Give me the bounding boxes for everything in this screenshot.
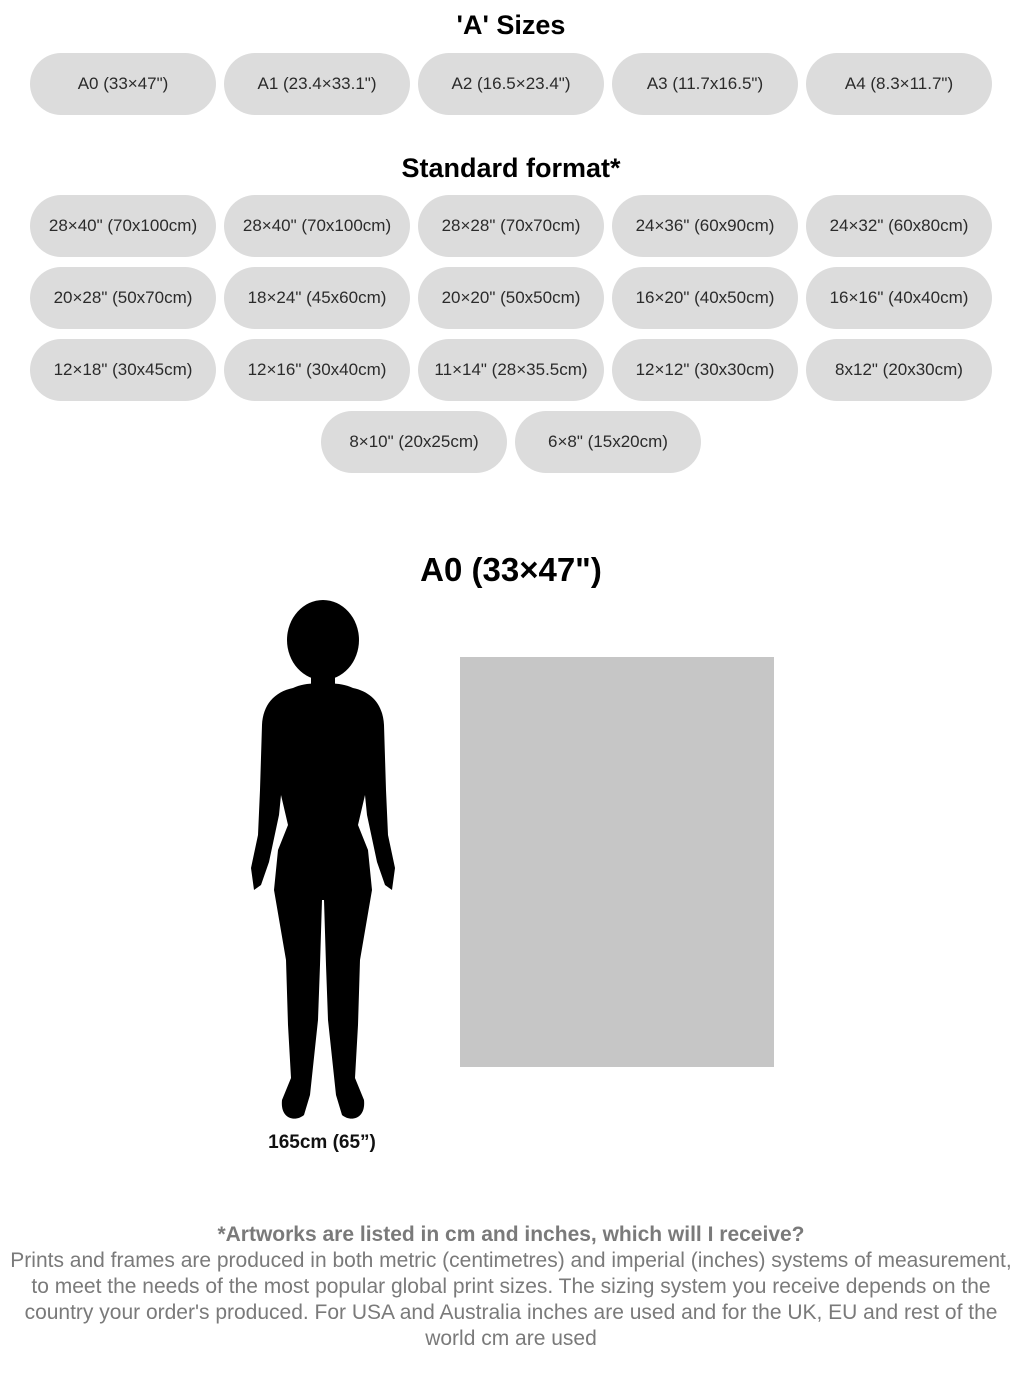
a-sizes-row <box>0 53 1022 115</box>
size-option-a2[interactable]: A2 (16.5×23.4") <box>418 53 604 115</box>
size-option[interactable]: 16×16" (40x40cm) <box>806 267 992 329</box>
sizing-footnote <box>0 1222 1022 1352</box>
size-option[interactable]: 20×28" (50x70cm) <box>30 267 216 329</box>
size-option[interactable]: 20×20" (50x50cm) <box>418 267 604 329</box>
size-option[interactable]: 11×14" (28×35.5cm) <box>418 339 604 401</box>
size-option[interactable]: 24×32" (60x80cm) <box>806 195 992 257</box>
size-option[interactable]: 8×10" (20x25cm) <box>321 411 507 473</box>
size-option-a0[interactable]: A0 (33×47") <box>30 53 216 115</box>
size-option[interactable]: 6×8" (15x20cm) <box>515 411 701 473</box>
standard-sizes-row <box>0 195 1022 257</box>
figure-height-label: 165cm (65”) <box>268 1132 376 1153</box>
a-sizes-heading: 'A' Sizes <box>456 10 566 40</box>
footnote-body: Prints and frames are produced in both metric (centimetres) and imperial (inches) systems of measurement, to meet the needs of the most popular global print sizes. The sizing system you receive depends on the country your order's produced. For USA and Australia inches are used and for the UK, EU and rest of the world cm are used <box>10 1249 1012 1350</box>
size-option[interactable]: 18×24" (45x60cm) <box>224 267 410 329</box>
standard-sizes-row <box>0 411 1022 473</box>
person-silhouette-icon <box>240 600 410 1125</box>
size-option-a3[interactable]: A3 (11.7x16.5") <box>612 53 798 115</box>
size-option-a4[interactable]: A4 (8.3×11.7") <box>806 53 992 115</box>
size-option-a1[interactable]: A1 (23.4×33.1") <box>224 53 410 115</box>
footnote-question: *Artworks are listed in cm and inches, which will I receive? <box>217 1223 805 1246</box>
size-option[interactable]: 28×28" (70x70cm) <box>418 195 604 257</box>
size-option[interactable]: 12×16" (30x40cm) <box>224 339 410 401</box>
size-option[interactable]: 8x12" (20x30cm) <box>806 339 992 401</box>
standard-format-heading: Standard format* <box>401 153 621 183</box>
size-option[interactable]: 16×20" (40x50cm) <box>612 267 798 329</box>
size-option[interactable]: 12×18" (30x45cm) <box>30 339 216 401</box>
print-size-preview <box>460 657 774 1067</box>
size-option[interactable]: 28×40" (70x100cm) <box>224 195 410 257</box>
size-option[interactable]: 24×36" (60x90cm) <box>612 195 798 257</box>
selected-size-title: A0 (33×47") <box>420 551 602 588</box>
size-option[interactable]: 12×12" (30x30cm) <box>612 339 798 401</box>
standard-sizes-row <box>0 267 1022 329</box>
size-option[interactable]: 28×40" (70x100cm) <box>30 195 216 257</box>
standard-sizes-row <box>0 339 1022 401</box>
